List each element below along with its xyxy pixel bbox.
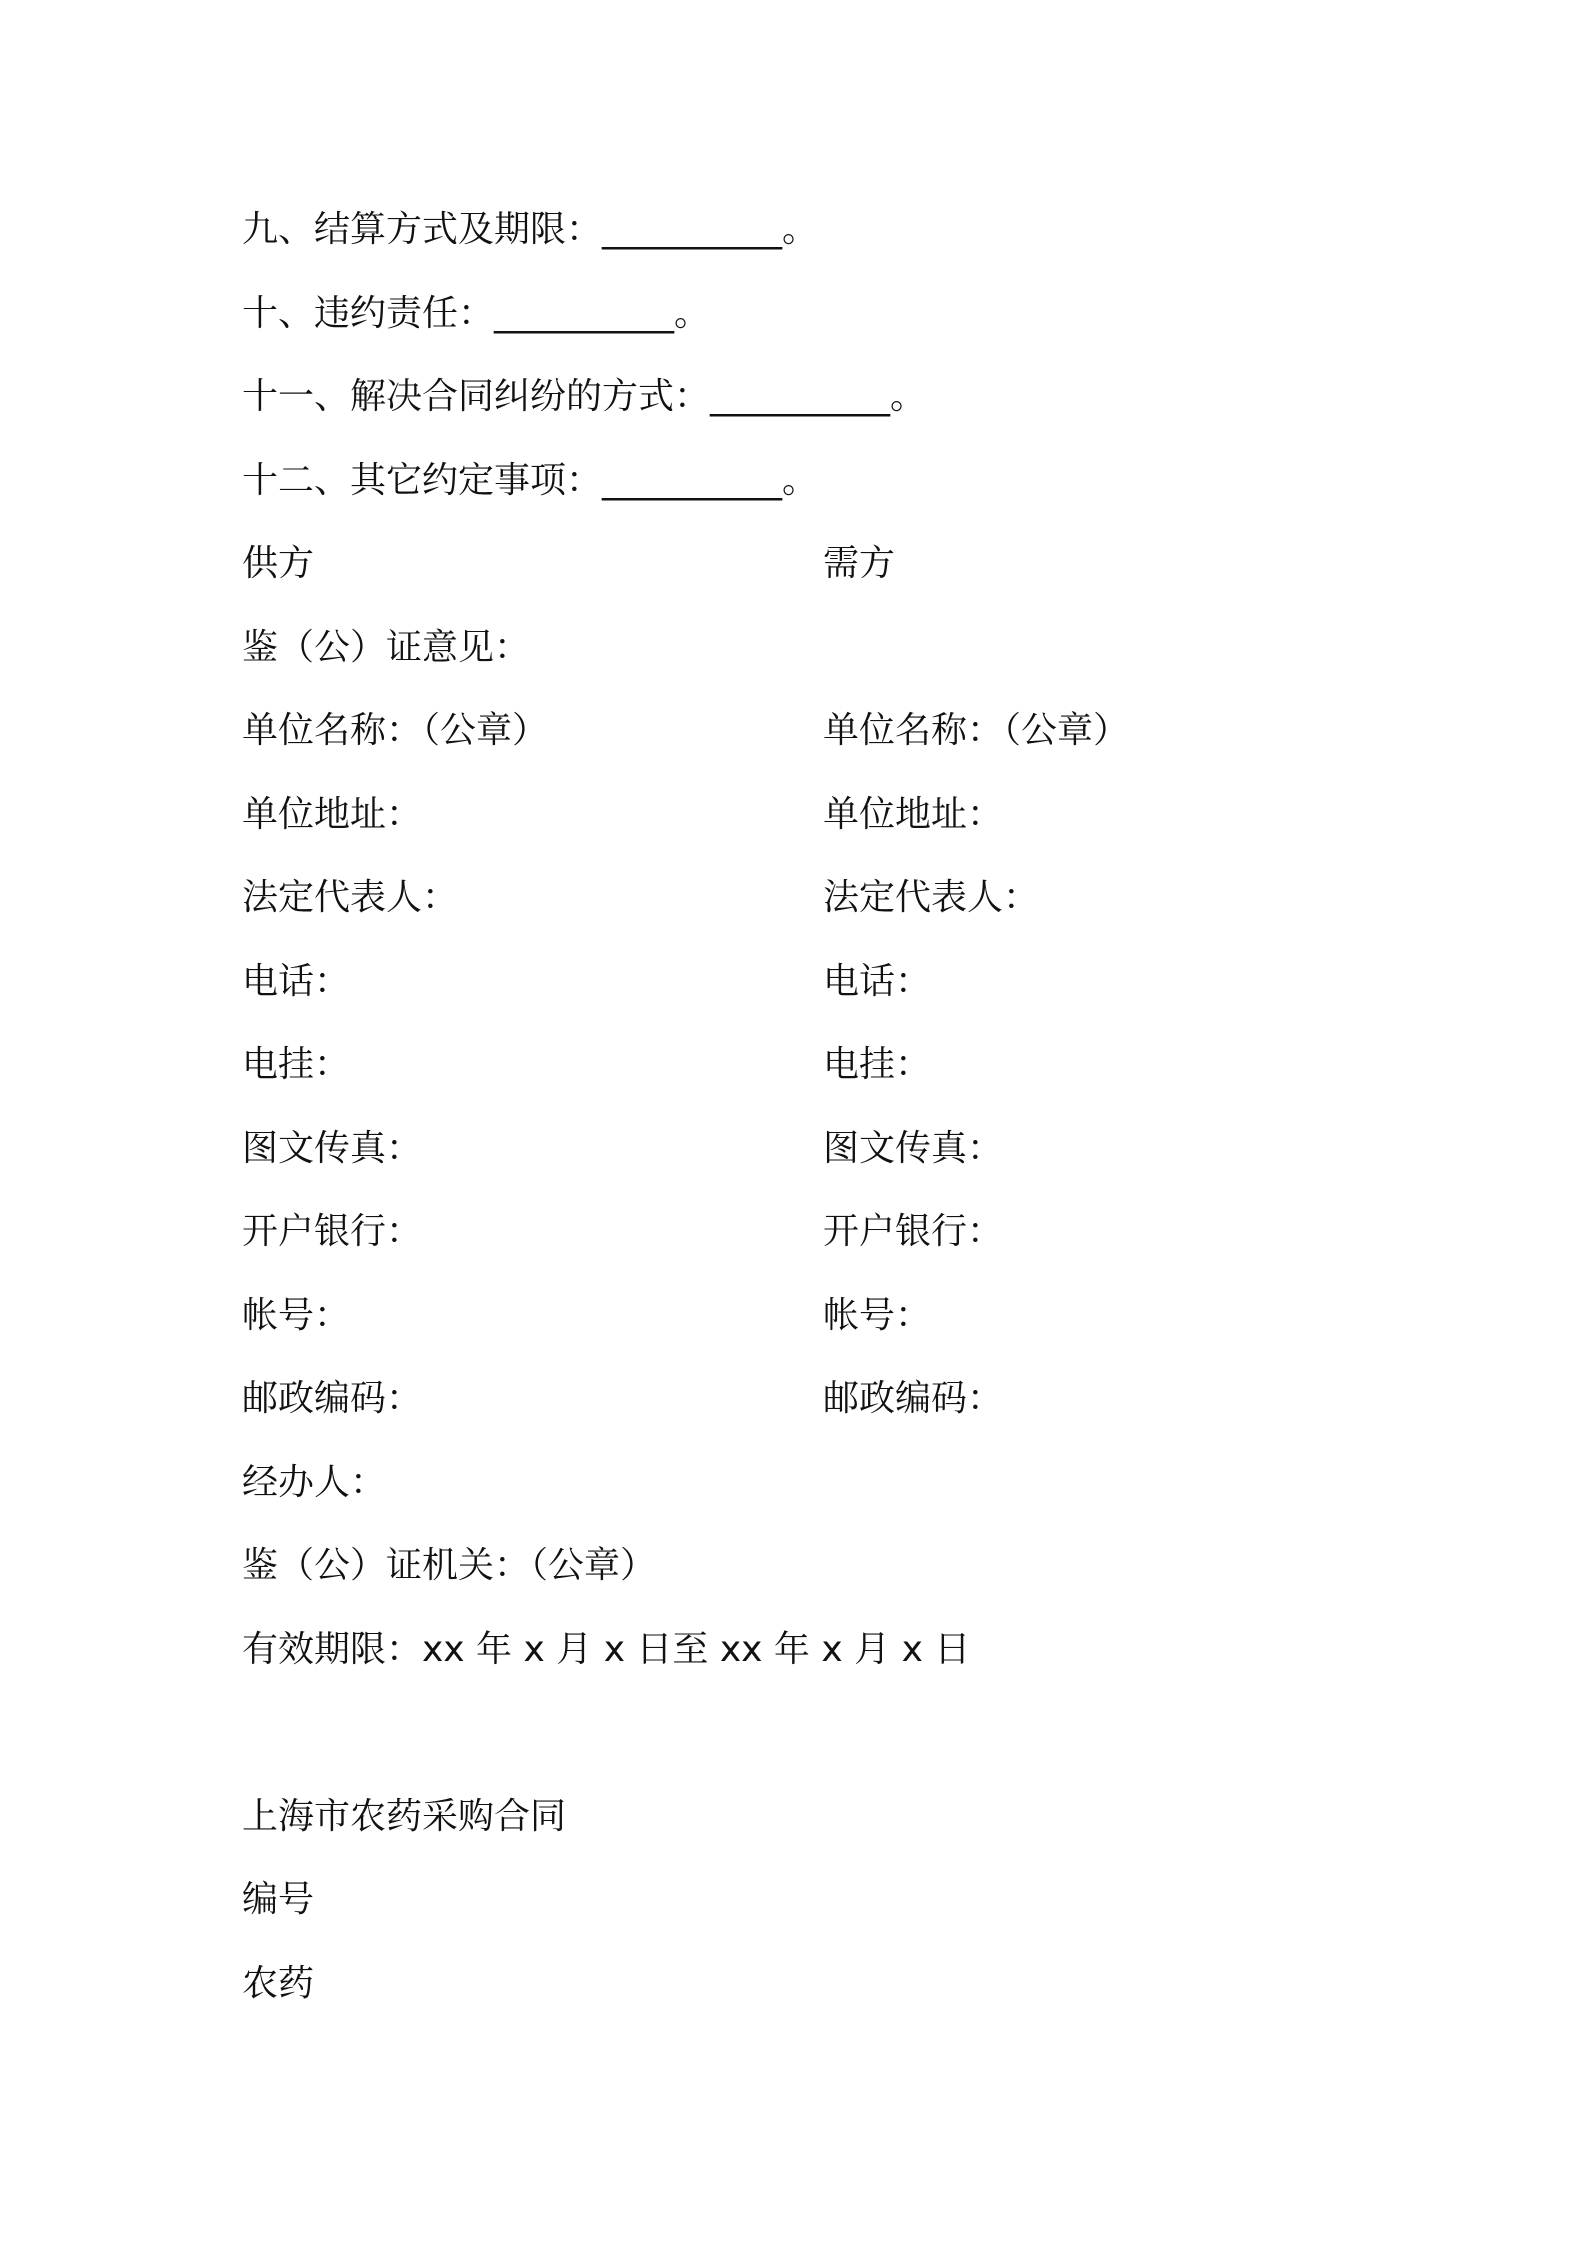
buyer-legal-rep: 法定代表人： — [823, 877, 1040, 918]
next-doc-title: 上海市农药采购合同 — [242, 1796, 567, 1837]
clause-settlement: 九、结算方式及期限：__________。 — [242, 209, 819, 250]
party-buyer: 需方 — [823, 543, 896, 584]
buyer-postcode: 邮政编码： — [823, 1378, 1004, 1419]
validity-period: 有效期限：xx 年 x 月 x 日至 xx 年 x 月 x 日 — [242, 1629, 971, 1670]
next-doc-number-label: 编号 — [242, 1879, 315, 1920]
supplier-account: 帐号： — [242, 1295, 351, 1336]
notary-opinion: 鉴（公）证意见： — [242, 627, 531, 668]
clause-dispute: 十一、解决合同纠纷的方式：__________。 — [242, 376, 927, 417]
supplier-bank: 开户银行： — [242, 1211, 423, 1252]
supplier-unit-address: 单位地址： — [242, 794, 423, 835]
clause-liability: 十、违约责任：__________。 — [242, 293, 711, 334]
buyer-unit-name: 单位名称：（公章） — [823, 710, 1130, 751]
supplier-phone: 电话： — [242, 961, 351, 1002]
supplier-legal-rep: 法定代表人： — [242, 877, 459, 918]
buyer-phone: 电话： — [823, 961, 932, 1002]
supplier-postcode: 邮政编码： — [242, 1378, 423, 1419]
supplier-cable: 电挂： — [242, 1044, 351, 1085]
buyer-fax: 图文传真： — [823, 1128, 1004, 1169]
notary-office: 鉴（公）证机关：（公章） — [242, 1545, 657, 1586]
buyer-bank: 开户银行： — [823, 1211, 1004, 1252]
handler: 经办人： — [242, 1462, 387, 1503]
supplier-unit-name: 单位名称：（公章） — [242, 710, 549, 751]
supplier-fax: 图文传真： — [242, 1128, 423, 1169]
clause-other: 十二、其它约定事项：__________。 — [242, 460, 819, 501]
buyer-unit-address: 单位地址： — [823, 794, 1004, 835]
next-doc-subject: 农药 — [242, 1963, 315, 2004]
buyer-cable: 电挂： — [823, 1044, 932, 1085]
party-supplier: 供方 — [242, 543, 315, 584]
buyer-account: 帐号： — [823, 1295, 932, 1336]
